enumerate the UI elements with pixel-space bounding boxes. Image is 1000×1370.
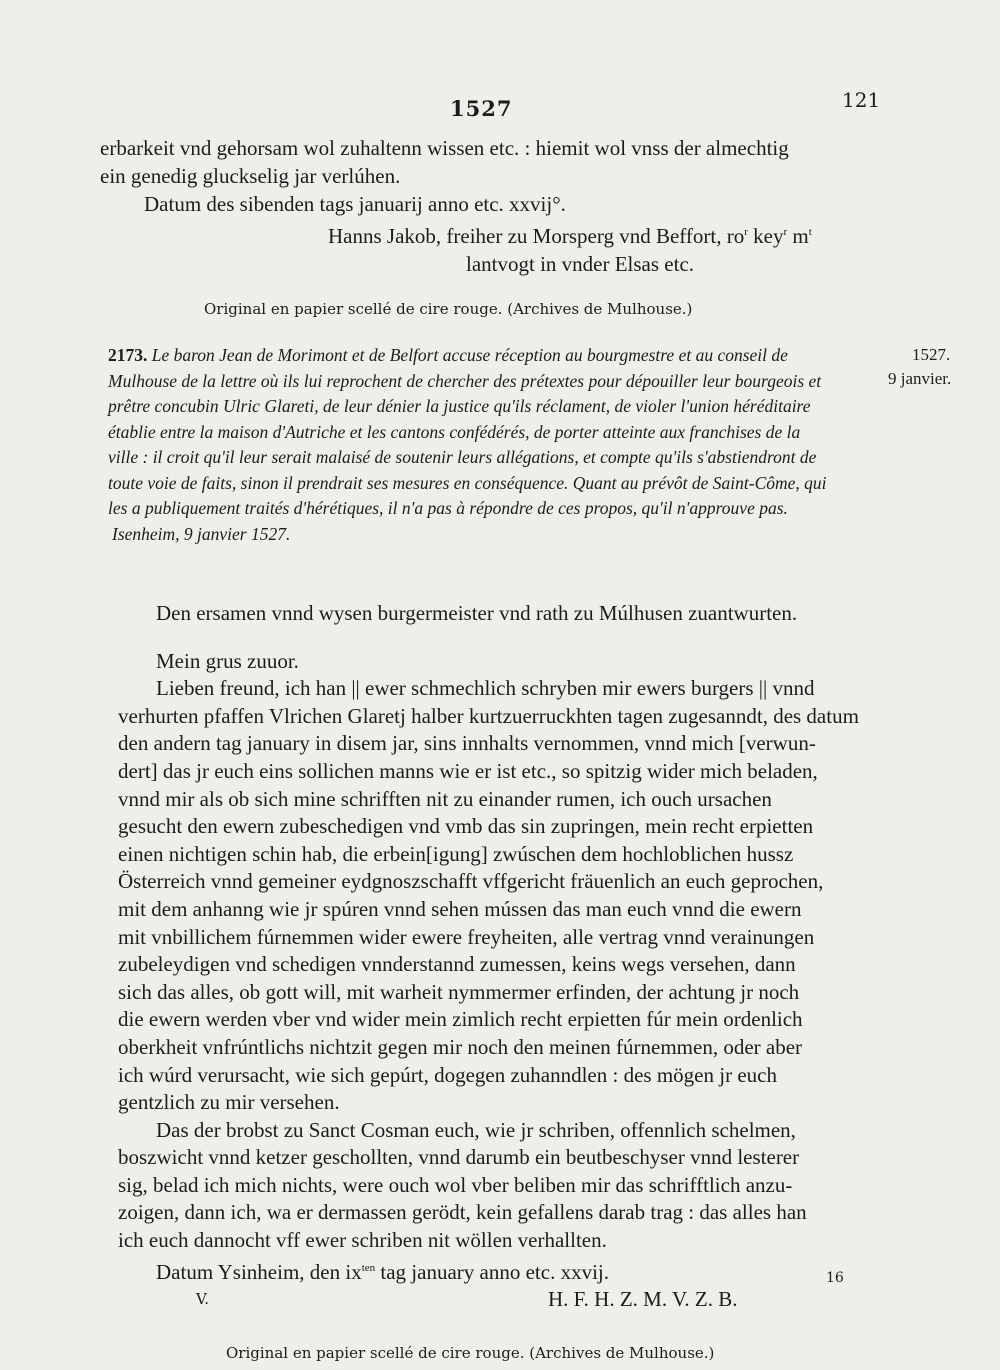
signature-text: m [787,224,809,248]
entry-number: 2173. [108,345,148,365]
superscript: ten [361,1261,376,1274]
source-note: Original en papier scellé de cire rouge. (Archives de Mulhouse.) [226,1343,715,1362]
summary-line [108,343,898,369]
letter-line: gesucht den ewern zubeschedigen vnd vmb das sin zupringen, mein recht erpietten [118,814,814,839]
margin-day: 9 janvier. [888,369,952,388]
date-line: Datum des sibenden tags januarij anno etc. xxvij°. [144,192,566,216]
volume-mark: V. [196,1290,209,1308]
closing-text: Datum Ysinheim, den ix [156,1259,362,1284]
letter-line: den andern tag january in disem jar, sins innhalts vernommen, vnnd mich [verwun- [118,731,816,756]
text-line: erbarkeit vnd gehorsam wol zuhaltenn wissen etc. : hiemit wol vnss der almechtig [100,136,789,160]
letter-line: mit dem anhanng wie jr spúren vnnd sehen mússen das man euch vnnd die ewern [118,896,802,921]
address-line: Den ersamen vnnd wysen burgermeister vnd rath zu Múlhusen zuantwurten. [156,601,798,625]
closing-text: tag january anno etc. xxvij. [375,1259,609,1284]
letter-body [118,600,908,1362]
signature-text: key [747,224,784,248]
letter-line: boszwicht vnnd ketzer geschollten, vnnd darumb ein beutbeschyser vnnd lesterer [118,1145,800,1170]
place-date: Isenheim, 9 janvier 1527. [112,523,291,544]
letter-line: einen nichtigen schin hab, die erbein[igung] zwúschen dem hochloblichen hussz [118,841,794,866]
signature-line [100,218,890,250]
letter-line: sig, belad ich mich nichts, were ouch wol vber beliben mir das schrifftlich anzu- [118,1172,793,1197]
text-line: ein genedig gluckselig jar verlúhen. [100,164,401,188]
running-head-year: 1527 [450,96,513,121]
superscript: r [783,226,788,238]
signature-line-2: lantvogt in vnder Elsas etc. [466,252,695,276]
letter-line: oberkheit vnfrúntlichs nichtzit gegen mir noch den meinen fúrnemmen, oder aber [118,1034,803,1059]
letter-line: sich das alles, ob gott will, mit warheit nymmermer erfinden, der achtung jr noch [118,979,800,1004]
letter-line: Das der brobst zu Sanct Cosman euch, wie jr schriben, offennlich schelmen, [156,1117,796,1142]
margin-year: 1527. [912,345,951,364]
letter-line: verhurten pfaffen Vlrichen Glaretj halber kurtzuerruckhten tagen zugesanndt, des datum [118,703,859,728]
summary-line: toute voie de faits, sinon il prendrait ses mesures en conséquence. Quant au prévôt de Saint-Côme, qui [108,472,827,493]
previous-letter-end [100,134,890,318]
source-note: Original en papier scellé de cire rouge. (Archives de Mulhouse.) [204,300,693,318]
letter-line: gentzlich zu mir versehen. [118,1090,340,1115]
signature-text: Hanns Jakob, freiher zu Morsperg vnd Beffort, ro [328,224,745,248]
summary-line: les a publiquement traités d'hérétiques, il n'a pas à répondre de ces propos, qu'il n'approuve pas. [108,498,788,518]
superscript: r [744,226,748,238]
letter-line: die ewern werden vber vnd wider mein zimlich recht erpietten fúr mein ordenlich [118,1007,803,1032]
letter-line: zoigen, dann ich, wa er dermassen gerödt, kein gefallens darab trag : das alles han [118,1200,807,1225]
initials-signature: H. F. H. Z. M. V. Z. B. [548,1287,738,1312]
summary-line: prêtre concubin Ulric Glareti, de leur dénier la justice qu'ils réclament, de violer l'union héréditaire [108,396,811,416]
letter-line: Lieben freund, ich han || ewer schmechlich schryben mir ewers burgers || vnnd [156,676,815,701]
letter-line: Österreich vnnd gemeiner eydgnoszschafft vffgericht fräuenlich an euch geprochen, [118,869,824,894]
summary-text: Le baron Jean de Morimont et de Belfort accuse réception au bourgmestre et au conseil de [147,345,788,365]
signature-mark: 16 [826,1270,844,1286]
letter-line: ich euch dannocht vff ewer schriben nit wöllen verhallten. [118,1228,607,1253]
closing-date-line [118,1255,908,1287]
letter-line: ich wúrd verursacht, wie sich gepúrt, dogegen zuhanndlen : des mögen jr euch [118,1062,777,1087]
letter-line: zubeleydigen vnd schedigen vnnderstannd zumessen, keins wegs versehen, dann [118,952,796,977]
greeting-line: Mein grus zuuor. [156,648,299,673]
letter-line: vnnd mir als ob sich mine schrifften nit zu einander rumen, ich ouch ursachen [118,786,772,811]
page-number: 121 [842,88,881,112]
letter-line: dert] das jr euch eins sollichen manns wie er ist etc., so spitzig wider mich beladen, [118,758,818,783]
entry-summary [108,343,898,547]
summary-line: Mulhouse de la lettre où ils lui reprochent de chercher des prétextes pour dépouiller leur bourgeois et [108,370,822,391]
summary-line: établie entre la maison d'Autriche et les cantons confédérés, de porter atteinte aux franchises de la [108,421,801,442]
letter-line: mit vnbillichem fúrnemmen wider ewere freyheiten, alle vertrag vnnd verainungen [118,924,815,949]
superscript: t [808,226,812,238]
summary-line: ville : il croit qu'il leur serait malaisé de soutenir leurs allégations, et compte qu'ils s'abstiendront de [108,447,817,467]
